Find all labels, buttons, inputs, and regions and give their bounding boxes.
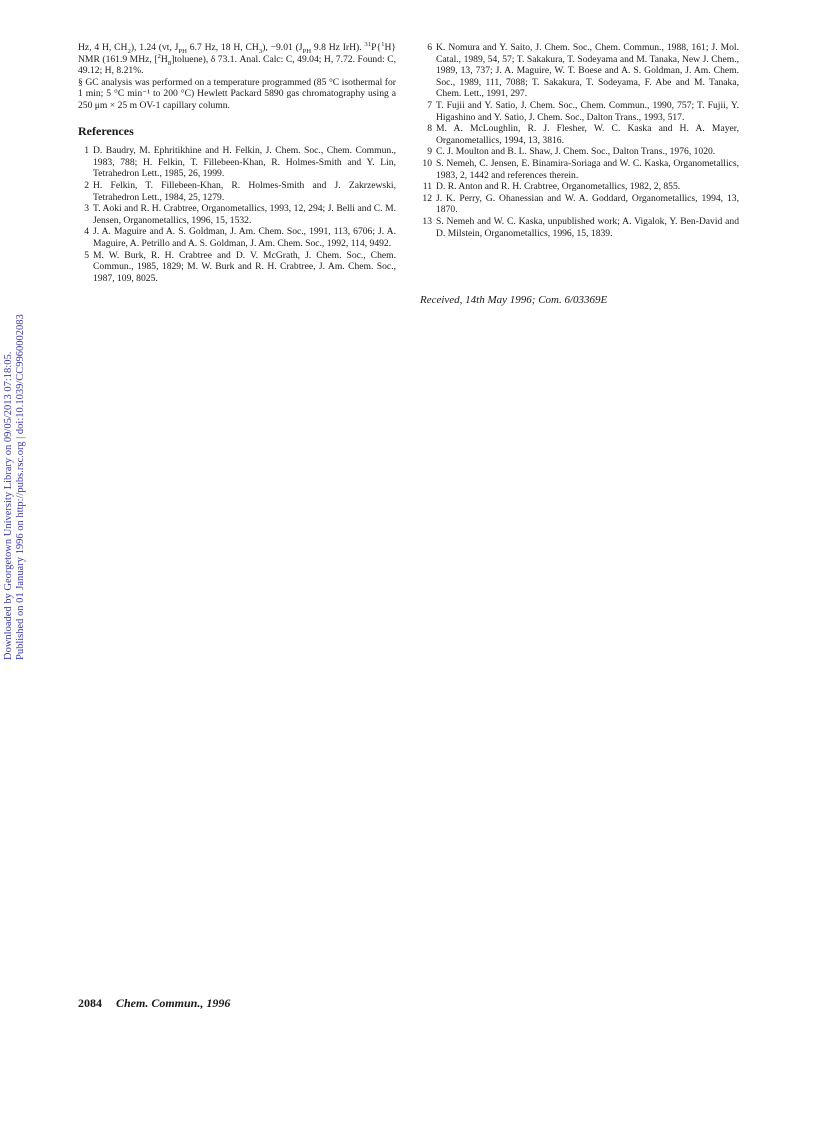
reference-text: M. W. Burk, R. H. Crabtree and D. V. McGrath, J. Chem. Soc., Chem. Commun., 1985, 1829; M. W. Burk and R. H. Crabtree, J. Am. Chem. Soc., 1987, 109, 8025. — [93, 249, 396, 284]
reference-number: 2 — [84, 179, 89, 191]
reference-text: C. J. Moulton and B. L. Shaw, J. Chem. Soc., Dalton Trans., 1976, 1020. — [436, 146, 716, 158]
reference-number: 8 — [427, 123, 432, 135]
received-date: Received, 14th May 1996; Com. 6/03369E — [420, 294, 608, 306]
reference-text: H. Felkin, T. Fillebeen-Khan, R. Holmes-Smith and J. Zakrzewski, Tetrahedron Lett., 1984, 25, 1279. — [93, 179, 396, 203]
experimental-data-paragraph: Hz, 4 H, $CH_2$), 1.24 (vt, $J_{PH}$ 6.7 Hz, 18 H, $CH_3$), −9.01 ($J_{PH}$ 9.8 Hz IrH). $^{31}$P{$^1$H} NMR (161.9 MHz, $[^2H_8]toluene$), δ 73.1. Anal. Calc: C, 49.04; H, 7.72. Found: C, 49.12; H, 8.21%. — [78, 40, 396, 77]
reference-number: 3 — [84, 203, 89, 215]
reference-number: 7 — [427, 99, 432, 111]
reference-text: K. Nomura and Y. Saito, J. Chem. Soc., Chem. Commun., 1988, 161; J. Mol. Catal., 1989, 54, 57; T. Sakakura, T. Sodeyama and M. Tanaka, New J. Chem., 1989, 13, 737; J. A. Maguire, W. T. Boese and A. S. Goldman, J. Am. Chem. Soc., 1989, 111, 7088; T. Sakakura, T. Sodeyama, F. Abe and M. Tanaka, Chem. Lett., 1991, 297. — [436, 42, 739, 100]
reference-number: 12 — [422, 192, 432, 204]
reference-item — [78, 250, 396, 285]
reference-item — [421, 158, 739, 181]
references-list-left — [78, 145, 396, 284]
reference-text: D. R. Anton and R. H. Crabtree, Organometallics, 1982, 2, 855. — [436, 181, 681, 193]
reference-number: 5 — [84, 249, 89, 261]
gc-analysis-footnote: § GC analysis was performed on a temperature programmed (85 °C isothermal for 1 min; 5 °C min⁻¹ to 200 °C) Hewlett Packard 5890 gas chromatography using a 250 μm × 25 m OV-1 capillary column. — [78, 76, 396, 111]
reference-number: 11 — [422, 181, 432, 193]
journal-name: Chem. Commun., 1996 — [116, 996, 231, 1010]
references-list-right — [421, 42, 739, 239]
page-footer — [78, 996, 230, 1011]
reference-number: 13 — [422, 215, 432, 227]
references-heading: References — [78, 123, 134, 138]
reference-item — [421, 146, 739, 158]
reference-text: S. Nemeh, C. Jensen, E. Binamira-Soriaga and W. C. Kaska, Organometallics, 1983, 2, 1442 and references therein. — [436, 157, 739, 181]
reference-text: J. K. Perry, G. Ohanessian and W. A. Goddard, Organometallics, 1994, 13, 1870. — [436, 192, 739, 216]
reference-item — [421, 42, 739, 100]
reference-item — [78, 180, 396, 203]
reference-item — [421, 181, 739, 193]
reference-text: T. Fujii and Y. Satio, J. Chem. Soc., Chem. Commun., 1990, 757; T. Fujii, Y. Higashino and Y. Satio, J. Chem. Soc., Dalton Trans., 1993, 517. — [436, 99, 739, 123]
download-stamp — [0, 300, 40, 660]
reference-number: 4 — [84, 226, 89, 238]
reference-number: 10 — [422, 157, 432, 169]
reference-item — [78, 145, 396, 180]
reference-item — [421, 193, 739, 216]
page-number: 2084 — [78, 996, 102, 1010]
right-column — [421, 42, 739, 239]
reference-text: D. Baudry, M. Ephritikhine and H. Felkin, J. Chem. Soc., Chem. Commun., 1983, 788; H. Felkin, T. Fillebeen-Khan, R. Holmes-Smith and Y. Lin, Tetrahedron Lett., 1985, 26, 1999. — [93, 145, 396, 180]
reference-text: J. A. Maguire and A. S. Goldman, J. Am. Chem. Soc., 1991, 113, 6706; J. A. Maguire, A. Petrillo and A. S. Goldman, J. Am. Chem. Soc., 1992, 114, 9492. — [93, 226, 396, 249]
reference-text: S. Nemeh and W. C. Kaska, unpublished work; A. Vigalok, Y. Ben-David and D. Milstein, Organometallics, 1996, 15, 1839. — [436, 215, 739, 239]
reference-number: 6 — [427, 42, 432, 53]
download-stamp-line1: Downloaded by Georgetown University Library on 09/05/2013 07:18:05. — [3, 351, 14, 660]
reference-number: 1 — [84, 145, 89, 157]
reference-text: T. Aoki and R. H. Crabtree, Organometallics, 1993, 12, 294; J. Belli and C. M. Jensen, Organometallics, 1996, 15, 1532. — [93, 203, 396, 226]
download-stamp-line2: Published on 01 January 1996 on http://pubs.rsc.org | doi:10.1039/CC9960002083 — [15, 314, 26, 660]
reference-item — [421, 100, 739, 123]
reference-item — [78, 226, 396, 249]
left-column — [78, 42, 396, 284]
reference-number: 9 — [427, 146, 432, 158]
reference-item — [421, 216, 739, 239]
reference-text: M. A. McLoughlin, R. J. Flesher, W. C. Kaska and H. A. Mayer, Organometallics, 1994, 13, 3816. — [436, 123, 739, 146]
reference-item — [78, 203, 396, 226]
reference-item — [421, 123, 739, 146]
